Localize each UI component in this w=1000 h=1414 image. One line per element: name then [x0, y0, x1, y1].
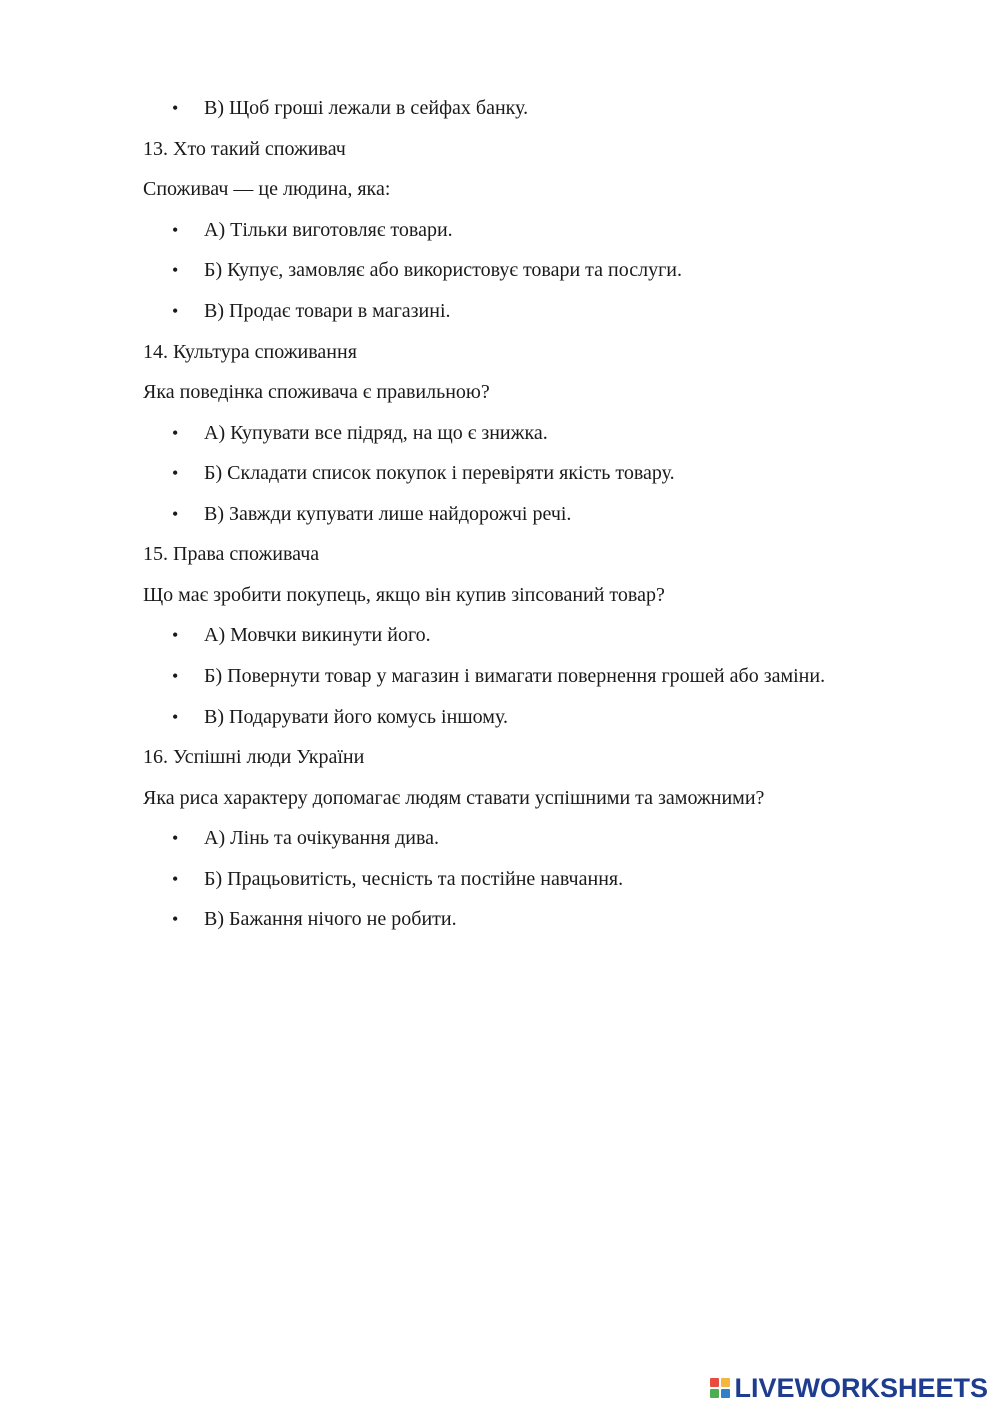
question-text: Що має зробити покупець, якщо він купив зіпсований товар?	[143, 584, 665, 606]
answer-option: В) Подарувати його комусь іншому.	[204, 706, 508, 728]
answer-option: А) Лінь та очікування дива.	[204, 827, 440, 849]
answer-option: Б) Працьовитість, чесність та постійне навчання.	[204, 868, 624, 890]
bullet-glyph: •	[172, 625, 179, 645]
question-heading: 13. Хто такий споживач	[143, 138, 346, 160]
answer-option: Б) Повернути товар у магазин і вимагати повернення грошей або заміни.	[204, 665, 826, 687]
logo-mark-square	[710, 1378, 719, 1387]
bullet-line	[172, 258, 682, 282]
question-heading: 16. Успішні люди України	[143, 746, 365, 768]
bullet-line	[172, 461, 675, 485]
logo-text: LIVEWORKSHEETS	[734, 1372, 988, 1403]
bullet-glyph: •	[172, 98, 179, 118]
bullet-line	[172, 502, 571, 526]
bullet-glyph: •	[172, 301, 179, 321]
bullet-line	[172, 421, 548, 445]
bullet-glyph: •	[172, 869, 179, 889]
bullet-glyph: •	[172, 828, 179, 848]
answer-option: Б) Купує, замовляє або використовує товари та послуги.	[204, 259, 683, 281]
question-text: Яка риса характеру допомагає людям ставати успішними та заможними?	[143, 787, 765, 809]
answer-option: В) Бажання нічого не робити.	[204, 908, 457, 930]
answer-option: В) Завжди купувати лише найдорожчі речі.	[204, 503, 572, 525]
answer-option: В) Продає товари в магазині.	[204, 300, 451, 322]
bullet-line	[172, 96, 528, 120]
logo-mark-square	[710, 1389, 719, 1398]
bullet-glyph: •	[172, 220, 179, 240]
question-heading: 14. Культура споживання	[143, 341, 357, 363]
bullet-glyph: •	[172, 666, 179, 686]
logo-mark-square	[721, 1378, 730, 1387]
bullet-line	[172, 867, 623, 891]
answer-option: Б) Складати список покупок і перевіряти якість товару.	[204, 462, 675, 484]
answer-option: А) Купувати все підряд, на що є знижка.	[204, 422, 548, 444]
question-text: Споживач — це людина, яка:	[143, 178, 391, 200]
answer-option: А) Тільки виготовляє товари.	[204, 219, 453, 241]
bullet-line	[172, 299, 451, 323]
bullet-glyph: •	[172, 260, 179, 280]
answer-option: В) Щоб гроші лежали в сейфах банку.	[204, 97, 529, 119]
bullet-line	[172, 907, 457, 931]
bullet-glyph: •	[172, 504, 179, 524]
logo-mark-icon	[710, 1378, 730, 1398]
answer-option: А) Мовчки викинути його.	[204, 624, 431, 646]
bullet-glyph: •	[172, 423, 179, 443]
bullet-glyph: •	[172, 909, 179, 929]
question-text: Яка поведінка споживача є правильною?	[143, 381, 490, 403]
bullet-glyph: •	[172, 463, 179, 483]
logo-mark-square	[721, 1389, 730, 1398]
bullet-line	[172, 664, 825, 688]
bullet-line	[172, 623, 431, 647]
question-heading: 15. Права споживача	[143, 543, 320, 565]
liveworksheets-logo[interactable]	[710, 1372, 988, 1404]
bullet-line	[172, 705, 508, 729]
bullet-glyph: •	[172, 707, 179, 727]
bullet-line	[172, 218, 453, 242]
bullet-line	[172, 826, 439, 850]
